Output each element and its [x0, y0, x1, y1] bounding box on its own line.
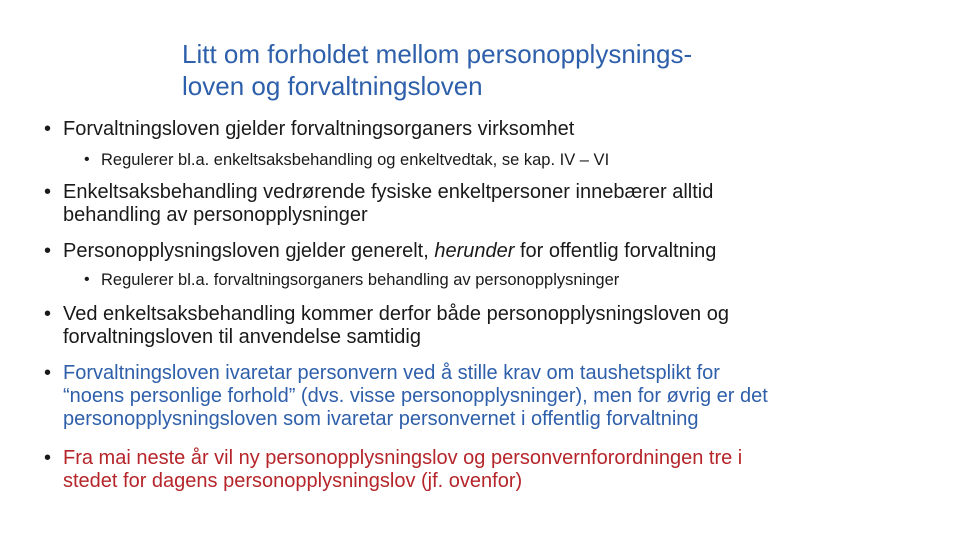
- list-item: [63, 447, 742, 493]
- list-item-text: Forvaltningsloven ivaretar personvern ved å stille krav om taushetsplikt for: [63, 362, 720, 384]
- sub-list-item: [101, 270, 619, 290]
- list-item-text: “noens personlige forhold” (dvs. visse personopplysninger), men for øvrig er det: [63, 385, 768, 407]
- bullet-marker: •: [44, 118, 52, 140]
- bullet-marker: •: [44, 303, 52, 325]
- list-item-text: Forvaltningsloven gjelder forvaltningsorganers virksomhet: [63, 118, 575, 140]
- sub-list-item-text: Regulerer bl.a. enkeltsaksbehandling og enkeltvedtak, se kap. IV – VI: [101, 151, 610, 169]
- list-item-text: Personopplysningsloven gjelder generelt,: [63, 240, 435, 262]
- list-item-text: personopplysningsloven som ivaretar personvernet i offentlig forvaltning: [63, 408, 699, 430]
- bullet-marker: •: [44, 181, 52, 203]
- list-item: [63, 303, 729, 349]
- sub-list-item: [101, 150, 609, 170]
- bullet-marker: •: [44, 240, 52, 262]
- list-item-emphasis: herunder: [434, 240, 515, 262]
- list-item-text: for offentlig forvaltning: [514, 240, 717, 262]
- list-item: [63, 118, 574, 141]
- sub-bullet-marker: •: [84, 271, 90, 288]
- list-item-text: behandling av personopplysninger: [63, 204, 368, 226]
- list-item-text: Enkeltsaksbehandling vedrørende fysiske enkeltpersoner innebærer alltid: [63, 181, 714, 203]
- bullet-marker: •: [44, 362, 52, 384]
- list-item-text: Fra mai neste år vil ny personopplysningslov og personvernforordningen tre i: [63, 447, 743, 469]
- list-item-text: forvaltningsloven til anvendelse samtidig: [63, 326, 421, 348]
- sub-bullet-marker: •: [84, 151, 90, 168]
- list-item-text: Ved enkeltsaksbehandling kommer derfor både personopplysningsloven og: [63, 303, 729, 325]
- sub-list-item-text: Regulerer bl.a. forvaltningsorganers behandling av personopplysninger: [101, 271, 620, 289]
- list-item: [63, 181, 713, 227]
- list-item: [63, 362, 768, 431]
- title-line-2: loven og forvaltningsloven: [182, 71, 483, 101]
- bullet-marker: •: [44, 447, 52, 469]
- list-item-text: stedet for dagens personopplysningslov (jf. ovenfor): [63, 470, 523, 492]
- title-line-1: Litt om forholdet mellom personopplysnings-: [182, 39, 693, 69]
- list-item: [63, 240, 716, 263]
